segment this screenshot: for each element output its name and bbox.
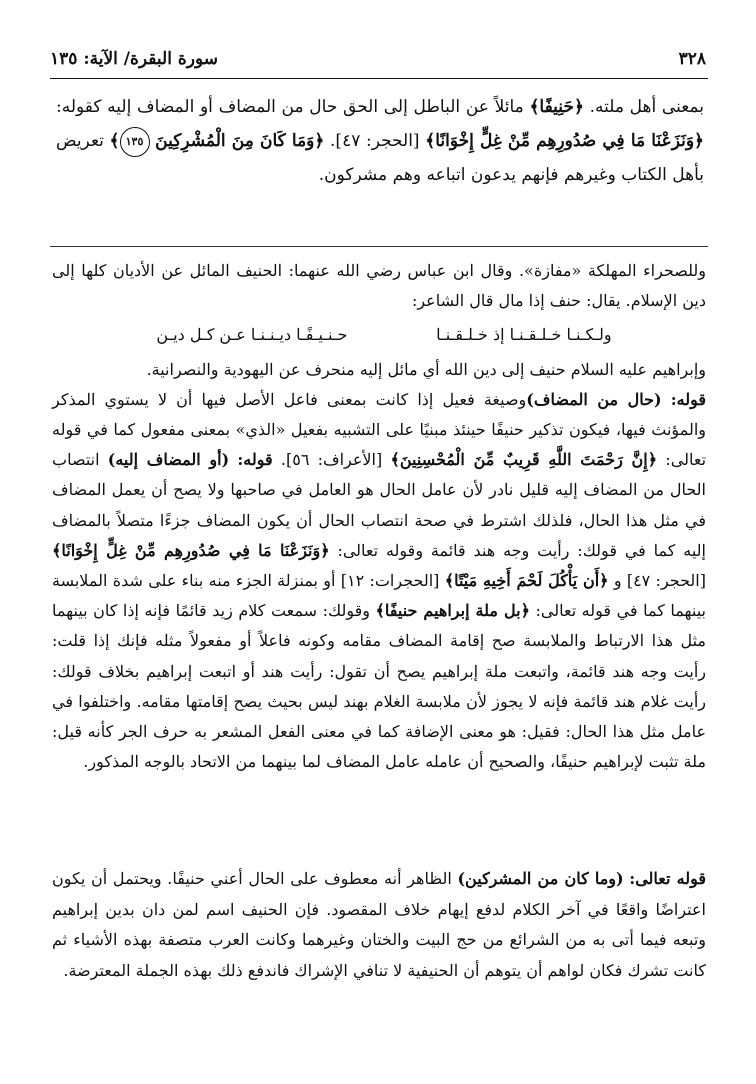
qawluhu-label: قوله تعالى: [629, 869, 706, 888]
verse-reference: [الحجرات: ١٢] [340, 571, 440, 591]
commentary-block [52, 256, 706, 777]
poetry-first-hemistich: ولـكـنـا خـلـقـنـا إذ خـلـقـنـا [436, 325, 612, 345]
main-text-segment: مائلاً عن الباطل إلى الحق حال من المضاف أو المضاف إليه كقوله: [56, 97, 524, 117]
verse-reference: [الحجر: ٤٧]. [330, 131, 420, 151]
commentary-text: انتصاب الحال من المضاف إليه قليل نادر لأن عامل الحال هو العامل في صاحبها ولا يصح أن يعمل المضاف في مثل هذا الحال، فلذلك اشترط في صحة انتصاب الحال أن يكون المضاف جزءًا متصلاً بالمضاف إليه كما في قولك: رأيت وجه هند قائمة وقوله تعالى: [52, 450, 706, 560]
commentary-paragraph: وإبراهيم عليه السلام حنيف إلى دين الله أي مائل إليه منحرف عن اليهودية والنصرانية. [146, 359, 706, 379]
main-text-segment: بمعنى أهل ملته. [589, 97, 704, 117]
page-number: ٣٢٨ [678, 49, 706, 69]
commentary-text: وصيغة فعيل إذا كانت بمعنى فاعل الأصل فيها أن لا يستوي المذكر والمؤنث فيها، فيكون تذكير حنيفًا حينئذ مبنيًا على التشبيه بفعيل «الذي» بمعنى مفعول كما في قوله تعالى: [52, 389, 707, 470]
commentary-paragraph [52, 385, 706, 778]
sura-info: سورة البقرة/ الآية: ١٣٥ [50, 49, 218, 69]
section-divider [50, 246, 708, 247]
quran-verse: ﴿وَنَزَعْنَا مَا فِي صُدُورِهِم مِّنْ غِلٍّ إِخْوَانًا﴾ [52, 540, 330, 560]
quran-verse: ﴿أَن يَأْكُلَ لَحْمَ أَخِيهِ مَيْتًا﴾ [444, 571, 609, 591]
header-divider [50, 78, 708, 79]
commentary-paragraph: وللصحراء المهلكة «مفازة». وقال ابن عباس رضي الله عنهما: الحنيف المائل عن الأديان كلها إلى دين الإسلام. يقال: حنف إذا مال قال الشاعر: [52, 261, 706, 311]
keyword-phrase: (وما كان من المشركين) [457, 869, 624, 888]
poetry-verse [112, 320, 656, 350]
verse-close-bracket: ﴾ [109, 131, 120, 151]
commentary-text: أو بمنزلة الجزء منه بناء على شدة الملابسة بينهما كما في قوله تعالى: [52, 571, 707, 621]
commentary-paragraph [52, 864, 706, 986]
ayah-number-marker: ١٣٥ [120, 127, 150, 157]
commentary-text: وقولك: سمعت كلام زيد قائمًا فإنه إذا كان بينهما مثل هذا الارتباط والملابسة صح إقامة المضاف مقامه وكونه فاعلاً أو مفعولاً مثله فإنك إذا قلت: رأيت وجه هند قائمة، واتبعت ملة إبراهيم يصح أن تقول: رأيت هند أو اتبعت إبراهيم بخلاف قولك: رأيت غلام هند قائمة فإنه لا يجوز لأن ملابسة الغلام بهند ليس بحيث يصح إقامتها مقامه. واختلفوا في عامل مثل هذا الحال: فقيل: هو معنى الإضافة كما في معنى الفعل المشعر به حرف الجر كأنه قيل: ملة تثبت لإبراهيم حنيفًا، والصحيح أن عامله عامل المضاف لما بينهما من الاتحاد بالوجه المذكور. [52, 601, 707, 772]
keyword-phrase: (أو المضاف إليه) [107, 450, 230, 470]
verse-reference: [الأعراف: ٥٦]. [280, 450, 383, 470]
qawluhu-label: قوله: [237, 450, 273, 470]
verse-reference: [الحجر: ٤٧] و [613, 571, 706, 591]
quran-verse: ﴿إِنَّ رَحْمَتَ اللَّهِ قَرِيبٌ مِّنَ الْمُحْسِنِينَ﴾ [390, 450, 658, 470]
keyword-phrase: (حال من المضاف) [526, 389, 662, 409]
qawluhu-label: قوله: [670, 389, 706, 409]
poetry-second-hemistich: حـنـيـفًـا ديـنـنـا عـن كـل ديـن [156, 325, 348, 345]
quran-verse: ﴿بل ملة إبراهيم حنيفًا﴾ [375, 601, 530, 621]
quran-verse: ﴿وَنَزَعْنَا مَا فِي صُدُورِهِم مِّنْ غِلٍّ إِخْوَانًا﴾ [425, 131, 705, 151]
commentary-text: الظاهر أنه معطوف على الحال أعني حنيفًا. ويحتمل أن يكون اعتراضًا واقعًا في آخر الكلام لدفع إيهام خلاف المقصود. فإن الحنيف اسم لمن دان بدين إبراهيم وتبعه فيما أتى به من الشرائع من حج البيت والختان وغيرهما وكانت العرب متصفة بهذه الأشياء ثم كانت تشرك فكان لواهم أن يتوهم أن الحنيفية لا تنافي الإشراك فاندفع ذلك بهذه الجملة المعترضة. [52, 869, 706, 980]
quran-verse: ﴿حَنِيفًا﴾ [529, 97, 584, 117]
main-text-segment: تعريض بأهل الكتاب وغيرهم فإنهم يدعون اتباعه وهم مشركون. [56, 131, 704, 185]
main-tafsir-text [56, 90, 704, 192]
commentary-block-second [52, 864, 706, 986]
quran-verse: ﴿وَمَا كَانَ مِنَ الْمُشْرِكِينَ [155, 131, 325, 151]
page-header [50, 44, 706, 74]
